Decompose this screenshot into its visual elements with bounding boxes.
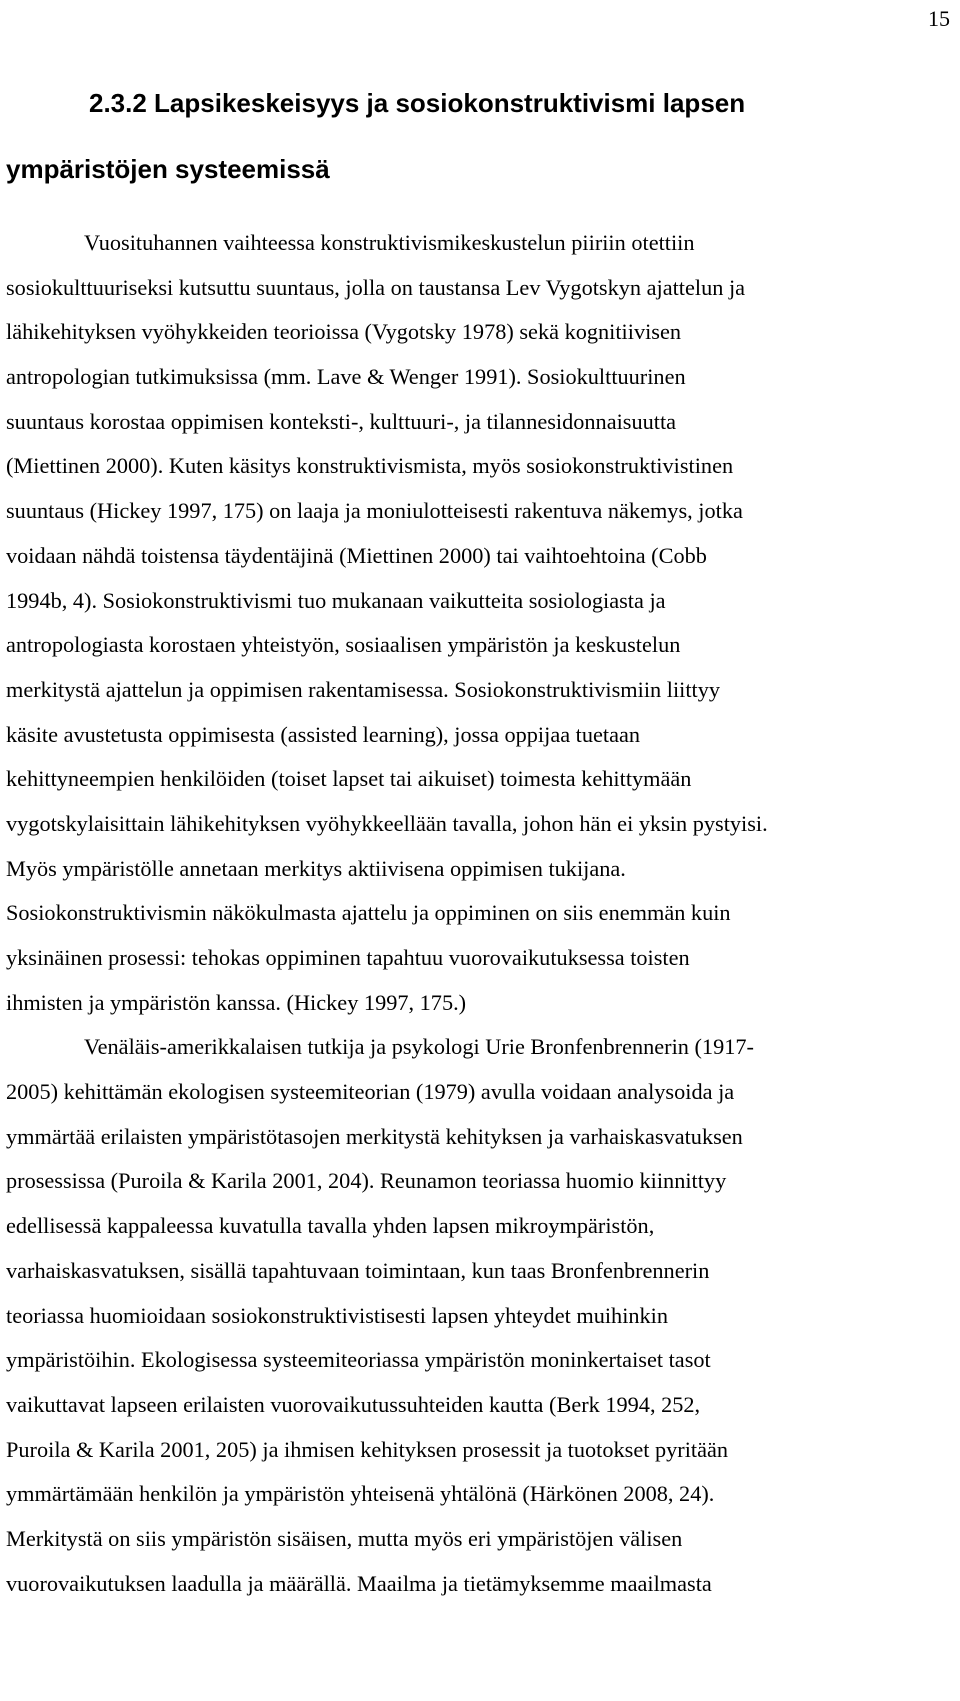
text-line: lähikehityksen vyöhykkeiden teorioissa (Vygotsky 1978) sekä kognitiivisen	[6, 319, 682, 345]
text-line: vaikuttavat lapseen erilaisten vuorovaikutussuhteiden kautta (Berk 1994, 252,	[6, 1391, 701, 1417]
text-line: Merkitystä on siis ympäristön sisäisen, mutta myös eri ympäristöjen välisen	[6, 1525, 683, 1551]
text-line: varhaiskasvatuksen, sisällä tapahtuvaan toimintaan, kun taas Bronfenbrennerin	[6, 1257, 710, 1283]
text-line: (Miettinen 2000). Kuten käsitys konstruktivismista, myös sosiokonstruktivistinen	[6, 453, 734, 479]
text-line: antropologiasta korostaen yhteistyön, sosiaalisen ympäristön ja keskustelun	[6, 632, 681, 658]
text-line: voidaan nähdä toistensa täydentäjinä (Miettinen 2000) tai vaihtoehtoina (Cobb	[6, 542, 707, 568]
text-line: käsite avustetusta oppimisesta (assisted learning), jossa oppijaa tuetaan	[6, 721, 641, 747]
section-heading	[6, 70, 946, 202]
text-line: teoriassa huomioidaan sosiokonstruktivistisesti lapsen yhteydet muihinkin	[6, 1302, 669, 1328]
text-line: suuntaus korostaa oppimisen konteksti-, kulttuuri-, ja tilannesidonnaisuutta	[6, 408, 677, 434]
paragraph-2	[6, 1025, 946, 1606]
text-line: merkitystä ajattelun ja oppimisen rakentamisessa. Sosiokonstruktivismiin liittyy	[6, 676, 721, 702]
text-line: ymmärtää erilaisten ympäristötasojen merkitystä kehityksen ja varhaiskasvatuksen	[6, 1123, 743, 1149]
text-line: prosessissa (Puroila & Karila 2001, 204). Reunamon teoriassa huomio kiinnittyy	[6, 1168, 727, 1194]
section-heading-line: ympäristöjen systeemissä	[6, 154, 330, 184]
text-line: Myös ympäristölle annetaan merkitys aktiivisena oppimisen tukijana.	[6, 855, 626, 881]
page-number: 15	[928, 6, 950, 31]
section-heading-line: 2.3.2 Lapsikeskeisyys ja sosiokonstruktivismi lapsen	[89, 88, 746, 118]
text-line: Venäläis-amerikkalaisen tutkija ja psykologi Urie Bronfenbrennerin (1917-	[84, 1034, 754, 1060]
text-line: Sosiokonstruktivismin näkökulmasta ajattelu ja oppiminen on siis enemmän kuin	[6, 900, 731, 926]
paragraph-1	[6, 221, 946, 1025]
text-line: 1994b, 4). Sosiokonstruktivismi tuo mukanaan vaikutteita sosiologiasta ja	[6, 587, 666, 613]
text-line: yksinäinen prosessi: tehokas oppiminen tapahtuu vuorovaikutuksessa toisten	[6, 945, 690, 970]
text-line: 2005) kehittämän ekologisen systeemiteorian (1979) avulla voidaan analysoida ja	[6, 1079, 735, 1105]
text-line: kehittyneempien henkilöiden (toiset lapset tai aikuiset) toimesta kehittymään	[6, 766, 692, 792]
text-line: vygotskylaisittain lähikehityksen vyöhykkeellään tavalla, johon hän ei yksin pystyisi.	[6, 810, 768, 836]
text-line: suuntaus (Hickey 1997, 175) on laaja ja moniulotteisesti rakentuva näkemys, jotka	[6, 498, 743, 524]
text-line: ympäristöihin. Ekologisessa systeemiteoriassa ympäristön moninkertaiset tasot	[6, 1347, 711, 1373]
text-line: vuorovaikutuksen laadulla ja määrällä. Maailma ja tietämyksemme maailmasta	[6, 1570, 712, 1596]
text-line: Vuosituhannen vaihteessa konstruktivismikeskustelun piiriin otettiin	[84, 230, 695, 255]
text-line: Puroila & Karila 2001, 205) ja ihmisen kehityksen prosessit ja tuotokset pyritään	[6, 1436, 729, 1462]
text-line: ymmärtämään henkilön ja ympäristön yhteisenä yhtälönä (Härkönen 2008, 24).	[6, 1481, 715, 1507]
text-line: ihmisten ja ympäristön kanssa. (Hickey 1997, 175.)	[6, 989, 467, 1015]
text-line: edellisessä kappaleessa kuvatulla tavalla yhden lapsen mikroympäristön,	[6, 1213, 655, 1239]
text-line: antropologian tutkimuksissa (mm. Lave & Wenger 1991). Sosiokulttuurinen	[6, 364, 686, 390]
body-text	[6, 221, 946, 1606]
text-line: sosiokulttuuriseksi kutsuttu suuntaus, jolla on taustansa Lev Vygotskyn ajattelun ja	[6, 274, 746, 300]
